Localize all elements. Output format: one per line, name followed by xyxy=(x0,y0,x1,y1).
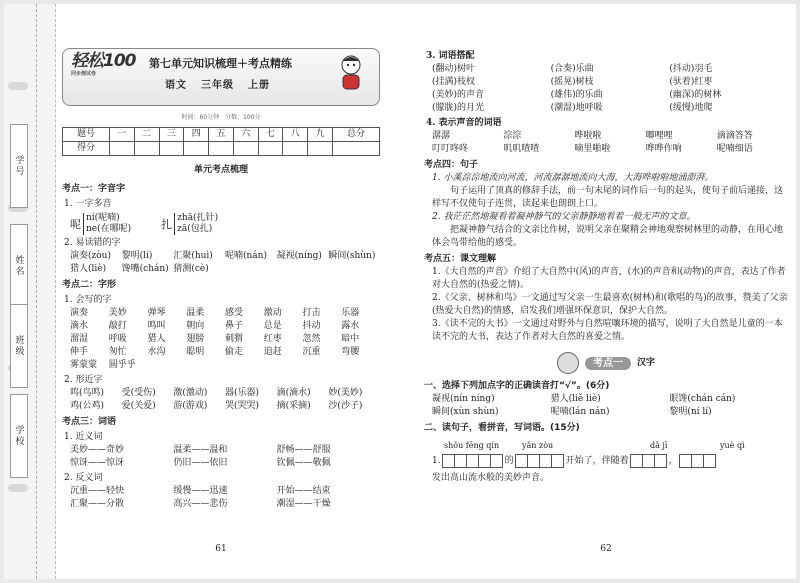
question-heading: 一、选择下列加点字的正确读音打“√”。(6分) xyxy=(424,381,610,391)
score-input-cell[interactable] xyxy=(258,142,283,156)
pinyin-row xyxy=(424,439,788,452)
tab-label: 学号 xyxy=(13,155,24,177)
write-word: 圆乎乎 xyxy=(108,360,136,370)
sound-word: 叮叮咚咚 xyxy=(432,144,469,154)
exam-sheet xyxy=(4,4,796,579)
similar-char: 滴(滴水) xyxy=(276,388,311,398)
tab-label: 学校 xyxy=(13,425,24,447)
answer-boxes[interactable] xyxy=(680,454,716,468)
binding-hole xyxy=(8,82,28,90)
section-title: 单元考点梳理 xyxy=(193,165,248,175)
answer-boxes[interactable] xyxy=(631,454,667,468)
word-pair: (朦胧)的月光 xyxy=(432,103,485,113)
word-pair: (驮着)红枣 xyxy=(669,77,713,87)
reading-choice: 黎明(ní lí) xyxy=(669,407,712,417)
class-tab xyxy=(10,304,28,388)
example-sentence: 2. 我茫茫然地凝看着凝神静气的父亲静静地看着一般无声的文章。 xyxy=(432,212,696,222)
similar-char: 游(游戏) xyxy=(173,401,208,411)
sound-word: 滴滴答答 xyxy=(716,131,753,141)
sub-heading: 1. 会写的字 xyxy=(64,295,112,305)
easy-read-word: 演奏(zòu) xyxy=(70,251,111,261)
sound-word: 呢喃细语 xyxy=(716,144,753,154)
reading-choice: 瞬间(xùn shùn) xyxy=(432,407,499,417)
sound-word: 哗哗作响 xyxy=(645,144,682,154)
write-sentence xyxy=(424,454,788,468)
sub-heading: 3. 词语搭配 xyxy=(426,51,475,61)
answer-boxes[interactable] xyxy=(443,454,503,468)
word-pair: (美妙)的声音 xyxy=(432,90,485,100)
similar-char: 鸣(鸟鸣) xyxy=(70,388,105,398)
similar-char: 爱(关爱) xyxy=(121,401,156,411)
antonym-pair: 潮湿——干燥 xyxy=(276,499,331,509)
word-pair-list xyxy=(424,63,788,115)
title-banner xyxy=(62,48,380,106)
topic-heading: 考点四：句子 xyxy=(424,160,479,170)
antonym-pair: 缓慢——迅速 xyxy=(173,486,228,496)
text-understanding: 1.《大自然的声音》介绍了大自然中(风)的声音，(水)的声音和(动物)的声音，表达了作者对大自然的(热爱之情)。 xyxy=(432,267,786,290)
write-word: 雾蒙蒙 xyxy=(70,360,98,370)
sound-word: 潺潺 xyxy=(432,131,451,141)
unit-title: 第七单元知识梳理＋考点精练 xyxy=(149,57,292,70)
score-input-cell[interactable] xyxy=(209,142,234,156)
name-tab xyxy=(10,224,28,308)
grade-info: 语文 三年级 上册 xyxy=(165,80,270,91)
score-header-cell: 三 xyxy=(159,128,184,142)
write-word: 敲打 xyxy=(108,321,127,331)
write-word: 红枣 xyxy=(263,334,282,344)
easy-read-word: 黎明(lí) xyxy=(121,251,153,261)
similar-char: 摘(采摘) xyxy=(276,401,311,411)
score-header-cell: 八 xyxy=(283,128,308,142)
answer-boxes[interactable] xyxy=(516,454,564,468)
pinyin-text: dǎ jī xyxy=(650,441,668,450)
synonym-pair: 美妙——奇妙 xyxy=(70,445,125,455)
similar-char: 受(受伤) xyxy=(121,388,156,398)
score-input-cell[interactable] xyxy=(332,142,379,156)
score-header-cell: 九 xyxy=(308,128,333,142)
practice-section-header xyxy=(424,352,788,374)
sound-word: 叽叽喳喳 xyxy=(503,144,540,154)
sound-word: 嘀里啪啦 xyxy=(574,144,611,154)
word-pair: (摇晃)树枝 xyxy=(550,77,594,87)
reading-choice: 眼馋(chán cán) xyxy=(669,394,736,404)
sub-heading: 4. 表示声音的词语 xyxy=(426,118,502,128)
synonym-list xyxy=(62,444,380,470)
brand-logo: 轻松100 同步测试卷 xyxy=(71,51,136,77)
write-word: 溜湿 xyxy=(70,334,89,344)
tab-label: 姓名 xyxy=(13,255,24,277)
sub-heading: 2. 反义词 xyxy=(64,473,103,483)
word-pair: (翻动)树叶 xyxy=(432,64,476,74)
write-word: 朝向 xyxy=(186,321,205,331)
word-pair: (合奏)乐曲 xyxy=(550,64,594,74)
word-pair: (抖动)羽毛 xyxy=(669,64,713,74)
pinyin-text: shǒu fēng qín xyxy=(444,441,500,450)
write-word: 伸手 xyxy=(70,347,89,357)
reading-choice: 猎人(liě liè) xyxy=(550,394,601,404)
write-word: 沉重 xyxy=(302,347,321,357)
topic-heading: 考点二：字形 xyxy=(62,280,117,290)
score-input-cell[interactable] xyxy=(233,142,258,156)
sentence-note: 句子运用了顶真的修辞手法，前一句末尾的词作后一句的起头，使句子前后递接，这样写不仅使句子连贯，读起来也朗朗上口。 xyxy=(432,186,784,209)
antonym-pair: 开始——结束 xyxy=(276,486,331,496)
score-input-cell[interactable] xyxy=(308,142,333,156)
antonym-pair: 汇聚——分散 xyxy=(70,499,125,509)
write-word: 呼吸 xyxy=(108,334,127,344)
topic-heading: 考点一：字音字 xyxy=(62,184,126,194)
sentence-end: 发出高山流水般的美妙声音。 xyxy=(432,473,550,483)
write-word: 翅膀 xyxy=(186,334,205,344)
sub-heading: 1. 一字多音 xyxy=(64,199,112,209)
easy-read-word: 凝视(níng) xyxy=(276,251,322,261)
page-right xyxy=(424,48,788,554)
sub-heading: 1. 近义词 xyxy=(64,432,103,442)
word-pair: (雄伟)的乐曲 xyxy=(550,90,603,100)
write-word: 猎人 xyxy=(147,334,166,344)
write-word: 偷走 xyxy=(225,347,244,357)
write-word: 匆忙 xyxy=(108,347,127,357)
write-word: 激动 xyxy=(263,308,282,318)
similar-char: 鸡(公鸡) xyxy=(70,401,105,411)
easy-read-word: 馋嘴(chán) xyxy=(121,264,169,274)
write-word: 滴水 xyxy=(70,321,89,331)
write-word: 水沟 xyxy=(147,347,166,357)
reading-choice-list xyxy=(424,393,788,419)
dashed-cut-line xyxy=(36,4,37,579)
sentence-part: ， xyxy=(668,455,678,466)
sentence-part: 1. xyxy=(432,455,441,466)
synonym-pair: 钦佩——敬佩 xyxy=(276,458,331,468)
school-tab xyxy=(10,394,28,478)
polyphone-list xyxy=(62,213,380,235)
similar-char: 妙(美妙) xyxy=(328,388,363,398)
pinyin-text: yuè qì xyxy=(720,441,745,450)
score-input-cell[interactable] xyxy=(283,142,308,156)
easy-read-word: 猜测(cè) xyxy=(173,264,209,274)
antonym-pair: 沉重——轻快 xyxy=(70,486,125,496)
text-understanding: 2.《父亲、树林和鸟》一文通过写父亲一生最喜欢(树林)和(歌唱的鸟)的故事，赞美了父亲(热爱大自然)的情感，启发我们增强环保意识，保护大自然。 xyxy=(432,293,788,316)
mascot-face-icon xyxy=(557,352,579,374)
synonym-pair: 惊讶——惊讶 xyxy=(70,458,125,468)
write-word: 露水 xyxy=(341,321,360,331)
easy-read-list xyxy=(62,250,380,276)
mascot-icon xyxy=(333,53,369,93)
example-sentence: 1. 小溪淙淙地流向河流，河流潺潺地流向大海，大海哗啦啦地涌澎湃。 xyxy=(432,173,714,183)
score-header-cell: 一 xyxy=(110,128,135,142)
write-word: 鸣叫 xyxy=(147,321,166,331)
write-word: 温柔 xyxy=(186,308,205,318)
sentence-part: 的 xyxy=(504,455,514,466)
sub-heading: 2. 形近字 xyxy=(64,375,103,385)
sub-heading: 2. 易读错的字 xyxy=(64,238,121,248)
similar-char: 激(激动) xyxy=(173,388,208,398)
page-number: 62 xyxy=(600,544,612,554)
topic-heading: 考点三：词语 xyxy=(62,417,117,427)
sound-word-list xyxy=(424,130,788,156)
easy-read-word: 瞬间(shùn) xyxy=(328,251,376,261)
write-word: 忽然 xyxy=(302,334,321,344)
write-word: 弹琴 xyxy=(147,308,166,318)
score-input-cell[interactable] xyxy=(159,142,184,156)
score-input-cell[interactable] xyxy=(134,142,159,156)
score-input-cell[interactable] xyxy=(110,142,135,156)
score-header-cell: 六 xyxy=(233,128,258,142)
write-word: 演奏 xyxy=(70,308,89,318)
student-id-tab xyxy=(10,124,28,208)
sentence-note: 把凝神静气结合的文亲比作树，说明父亲在聚精会神地观察树林里的动静，在用心地体会鸟带给他的感受。 xyxy=(432,225,784,248)
page-left xyxy=(62,48,380,554)
score-table xyxy=(62,127,380,156)
write-word: 美妙 xyxy=(108,308,127,318)
polyphone-group: 呢 ní(呢喃) ne(在哪呢) xyxy=(70,213,132,234)
binding-strip xyxy=(4,4,56,579)
sentence-part: 开始了，伴随着 xyxy=(565,455,629,466)
pinyin-text: yǎn zòu xyxy=(522,441,554,450)
reading-choice: 凝视(nín níng) xyxy=(432,394,495,404)
time-score-line: 时间：60分钟 分数：100分 xyxy=(181,114,261,121)
word-pair: (幽深)的树林 xyxy=(669,90,722,100)
write-word: 鼻子 xyxy=(225,321,244,331)
score-header-cell: 五 xyxy=(209,128,234,142)
easy-read-word: 猎人(liè) xyxy=(70,264,107,274)
similar-char-list xyxy=(62,387,380,413)
question-heading: 二、读句子，看拼音，写词语。(15分) xyxy=(424,423,580,433)
tab-label: 班级 xyxy=(13,335,24,357)
write-word: 总是 xyxy=(263,321,282,331)
write-word: 抖动 xyxy=(302,321,321,331)
synonym-pair: 温柔——温和 xyxy=(173,445,228,455)
write-word: 暗中 xyxy=(341,334,360,344)
sound-word: 哗啦啦 xyxy=(574,131,602,141)
topic-heading: 考点五：课文理解 xyxy=(424,254,497,264)
write-word: 弯腰 xyxy=(341,347,360,357)
synonym-pair: 舒畅——舒服 xyxy=(276,445,331,455)
section-badge: 考点一 xyxy=(585,357,631,370)
similar-char: 哭(哭哭) xyxy=(225,401,260,411)
page-number: 61 xyxy=(215,544,227,554)
sound-word: 唧哩哩 xyxy=(645,131,673,141)
word-pair: (挂满)枝杈 xyxy=(432,77,476,87)
score-header-cell: 总分 xyxy=(332,128,379,142)
easy-read-word: 汇聚(huì) xyxy=(173,251,213,261)
antonym-list xyxy=(62,485,380,511)
easy-read-word: 呢喃(nán) xyxy=(225,251,267,261)
write-word: 刺猬 xyxy=(225,334,244,344)
word-pair: (缓慢)地爬 xyxy=(669,103,713,113)
score-row-label: 得分 xyxy=(63,142,110,156)
score-header-cell: 二 xyxy=(134,128,159,142)
synonym-pair: 仍旧——依旧 xyxy=(173,458,228,468)
similar-char: 沙(沙子) xyxy=(328,401,363,411)
binding-hole xyxy=(8,484,28,492)
write-word: 聪明 xyxy=(186,347,205,357)
text-understanding: 3.《读不完的大书》一文通过对野外与自然喧嚷环境的描写，说明了大自然是儿童的一本读不完的大书，表达了作者对大自然的喜爱之情。 xyxy=(432,319,783,342)
write-word: 打击 xyxy=(302,308,321,318)
score-input-cell[interactable] xyxy=(184,142,209,156)
write-word: 追赶 xyxy=(263,347,282,357)
write-word: 乐器 xyxy=(341,308,360,318)
write-word: 感受 xyxy=(225,308,244,318)
antonym-pair: 高兴——悲伤 xyxy=(173,499,228,509)
section-badge-title: 汉字 xyxy=(636,357,655,368)
sound-word: 淙淙 xyxy=(503,131,522,141)
write-words-list xyxy=(62,307,380,372)
similar-char: 器(乐器) xyxy=(225,388,260,398)
score-header-cell: 七 xyxy=(258,128,283,142)
word-pair: (潮湿)地呼吸 xyxy=(550,103,603,113)
score-header-cell: 四 xyxy=(184,128,209,142)
polyphone-group: 扎 zhā(扎针) zā(包扎) xyxy=(161,213,219,234)
reading-choice: 呢喃(lán nán) xyxy=(550,407,610,417)
score-header-cell: 题号 xyxy=(63,128,110,142)
